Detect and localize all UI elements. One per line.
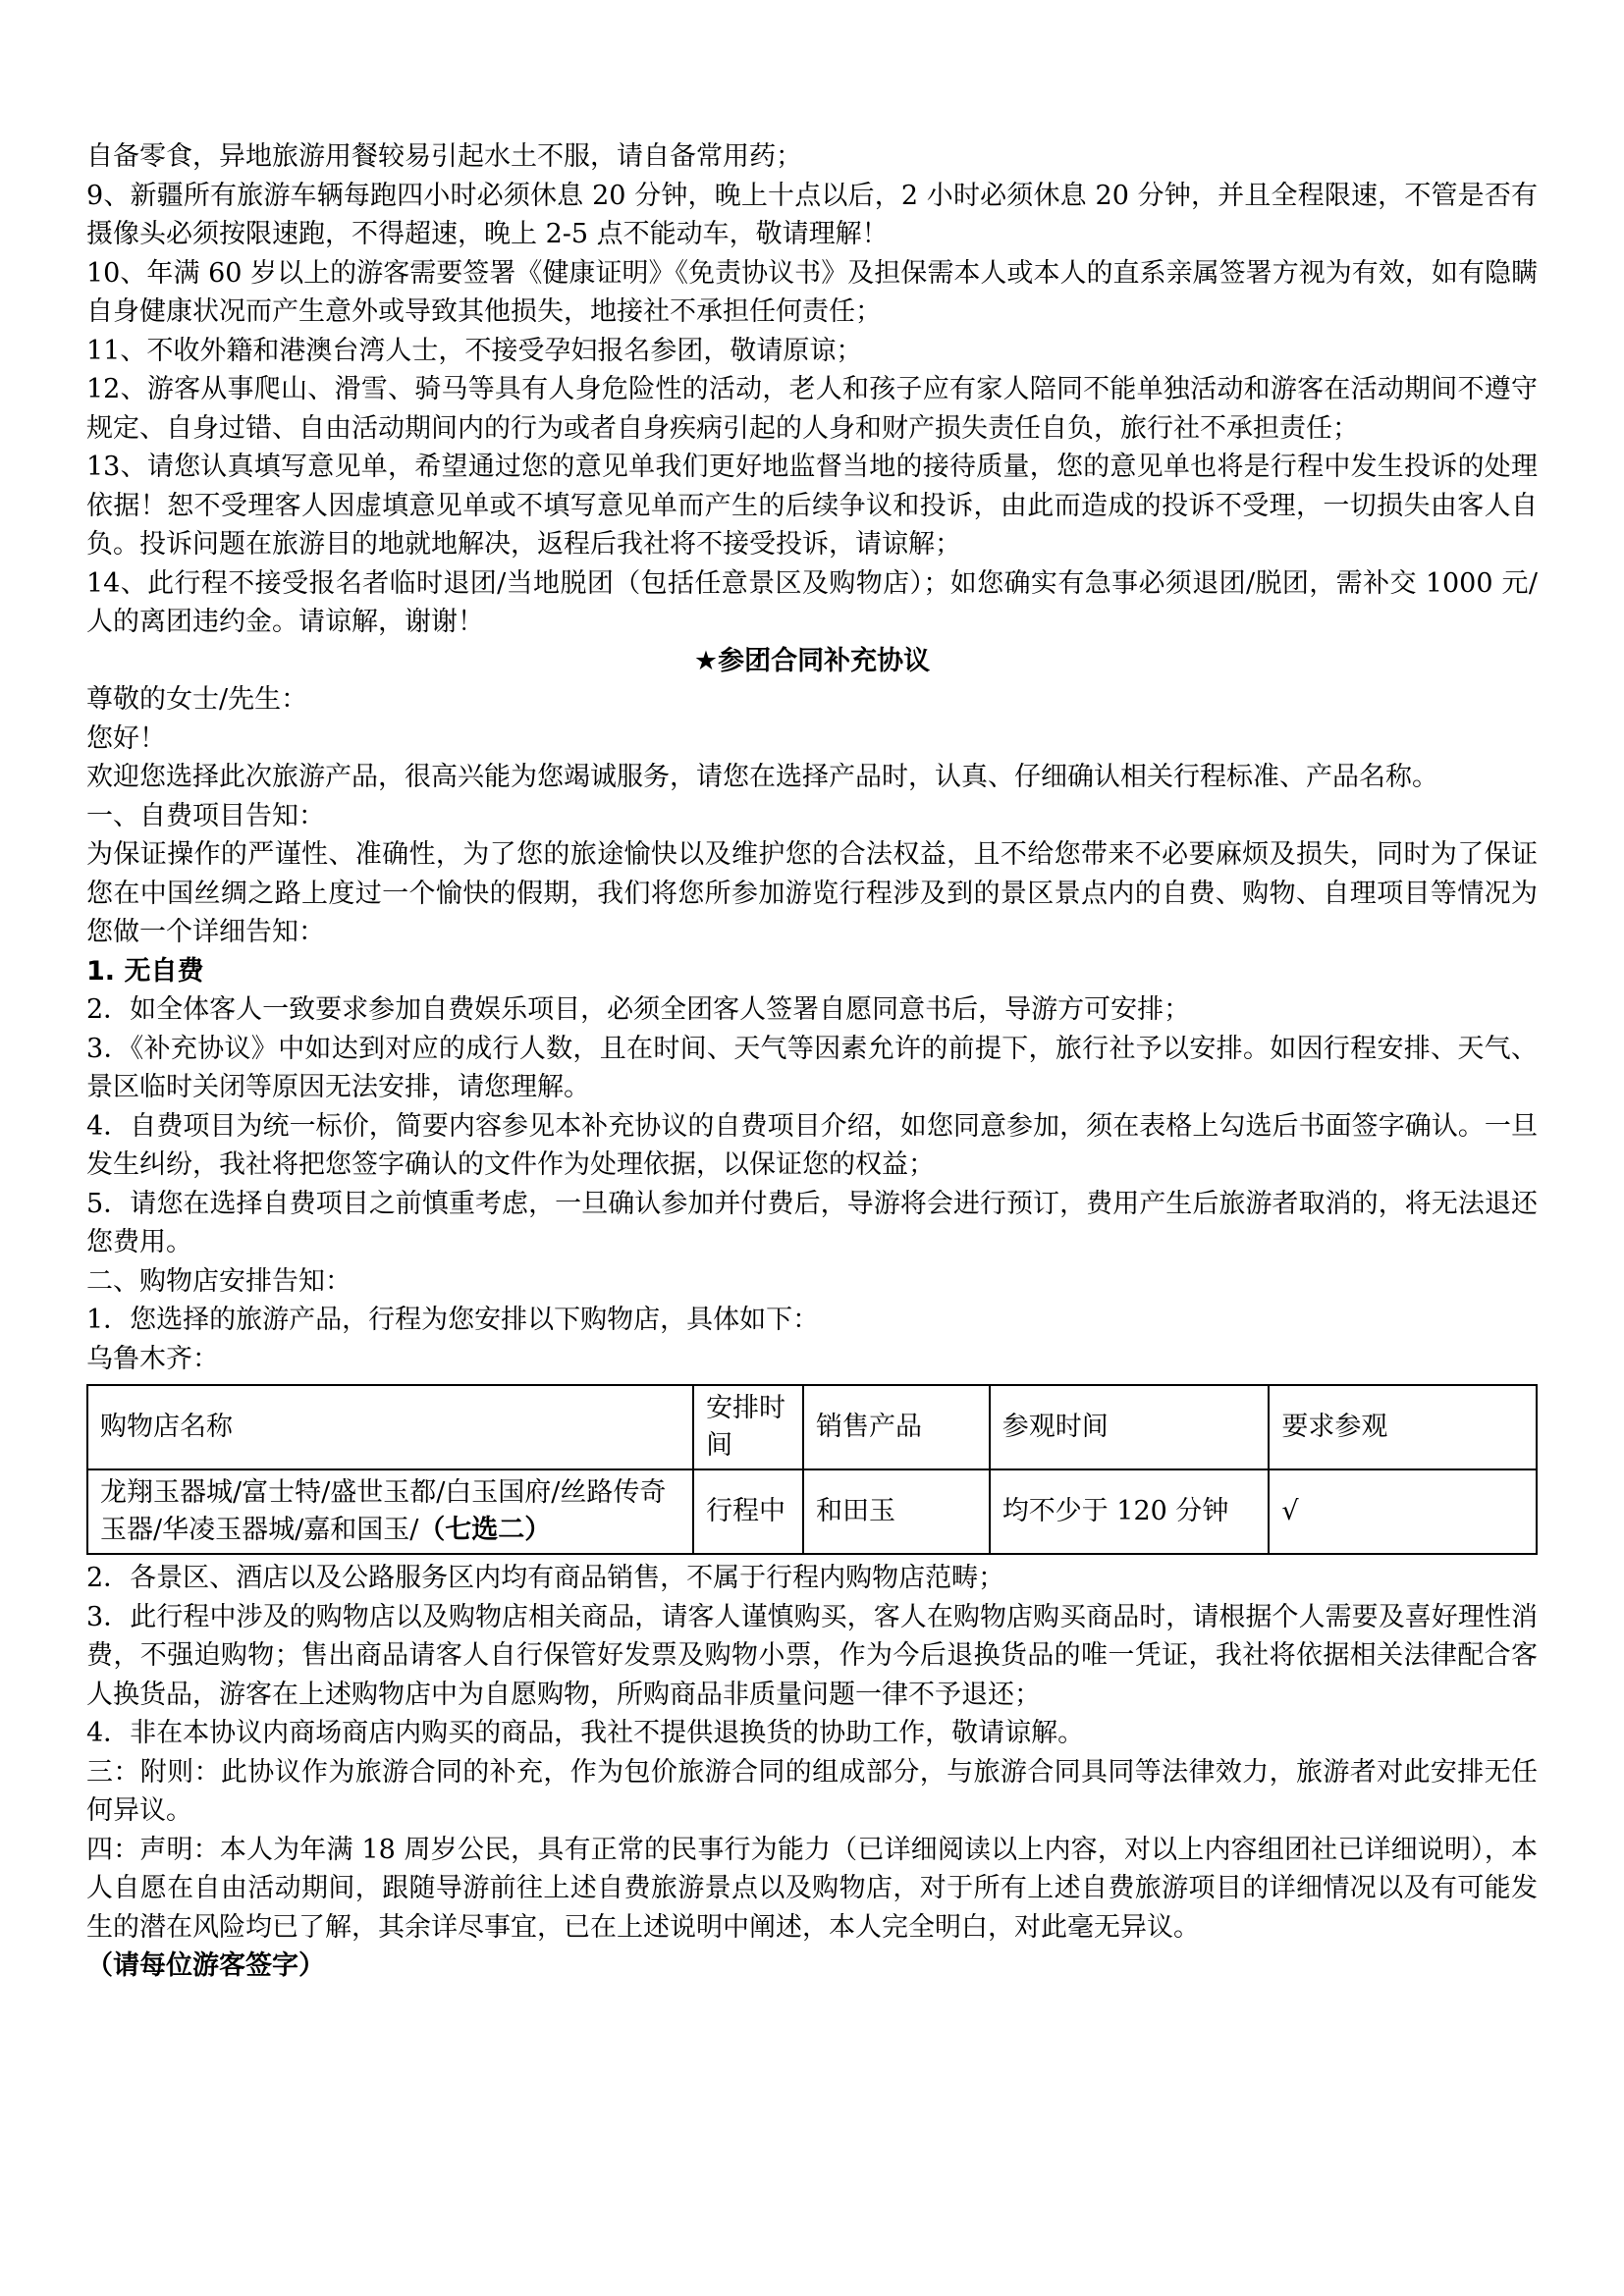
shopping-item-2: 2．各景区、酒店以及公路服务区内均有商品销售，不属于行程内购物店范畴；	[86, 1563, 1005, 1593]
cell-visit-time: 均不少于 120 分钟	[990, 1469, 1270, 1554]
greeting: 尊敬的女士/先生：	[86, 684, 308, 715]
shopping-table	[86, 1384, 1538, 1555]
self-paid-item-5: 5．请您在选择自费项目之前慎重考虑，一旦确认参加并付费后，导游将会进行预订，费用产生后旅游者取消的，将无法退还您费用。	[86, 1188, 1538, 1257]
header-schedule: 安排时间	[693, 1385, 803, 1469]
signature-note: （请每位游客签字）	[86, 1950, 325, 1981]
cell-required: √	[1269, 1469, 1537, 1554]
self-paid-item-2: 2．如全体客人一致要求参加自费娱乐项目，必须全团客人签署自愿同意书后，导游方可安排；	[86, 994, 1191, 1025]
shopping-item-4: 4．非在本协议内商场商店内购买的商品，我社不提供退换货的协助工作，敬请谅解。	[86, 1718, 1085, 1748]
self-paid-intro: 为保证操作的严谨性、准确性，为了您的旅途愉快以及维护您的合法权益，且不给您带来不必要麻烦及损失，同时为了保证您在中国丝绸之路上度过一个愉快的假期，我们将您所参加游览行程涉及到的景区景点内的自费、购物、自理项目等情况为您做一个详细告知：	[86, 839, 1538, 947]
header-product: 销售产品	[803, 1385, 990, 1469]
self-paid-heading: 一、自费项目告知：	[86, 800, 325, 831]
self-paid-item-4: 4．自费项目为统一标价，简要内容参见本补充协议的自费项目介绍，如您同意参加，须在表格上勾选后书面签字确认。一旦发生纠纷，我社将把您签字确认的文件作为处理依据，以保证您的权益；	[86, 1110, 1538, 1180]
hello: 您好！	[86, 722, 166, 754]
paragraph-rule-12: 12、游客从事爬山、滑雪、骑马等具有人身危险性的活动，老人和孩子应有家人陪同不能单独活动和游客在活动期间不遵守规定、自身过错、自由活动期间内的行为或者自身疾病引起的人身和财产损失责任自负，旅行社不承担责任；	[86, 374, 1538, 444]
header-visit-time: 参观时间	[990, 1385, 1270, 1469]
appendix: 三：附则：此协议作为旅游合同的补充，作为包价旅游合同的组成部分，与旅游合同具同等法律效力，旅游者对此安排无任何异议。	[86, 1756, 1538, 1826]
paragraph-rule-10: 10、年满 60 岁以上的游客需要签署《健康证明》《免责协议书》及担保需本人或本人的直系亲属签署方视为有效，如有隐瞒自身健康状况而产生意外或导致其他损失，地接社不承担任何责任；	[86, 257, 1538, 327]
header-required: 要求参观	[1269, 1385, 1537, 1469]
no-self-paid: 1. 无自费	[86, 955, 204, 987]
shop-names: 龙翔玉器城/富士特/盛世玉都/白玉国府/丝路传奇玉器/华凌玉器城/嘉和国玉/	[100, 1477, 667, 1545]
city-label: 乌鲁木齐：	[86, 1343, 219, 1374]
statement: 四：声明：本人为年满 18 周岁公民，具有正常的民事行为能力（已详细阅读以上内容，对以上内容组团社已详细说明），本人自愿在自由活动期间，跟随导游前往上述自费旅游景点以及购物店，对于所有上述自费旅游项目的详细情况以及有可能发生的潜在风险均已了解，其余详尽事宜，已在上述说明中阐述，本人完全明白，对此毫无异议。	[86, 1834, 1538, 1943]
shopping-intro: 1．您选择的旅游产品，行程为您安排以下购物店，具体如下：	[86, 1305, 820, 1335]
cell-shop-name	[87, 1469, 693, 1554]
cell-schedule: 行程中	[693, 1469, 803, 1554]
section-title: ★参团合同补充协议	[693, 645, 931, 676]
paragraph-snacks: 自备零食，异地旅游用餐较易引起水土不服，请自备常用药；	[86, 141, 802, 172]
self-paid-item-3: 3．《补充协议》中如达到对应的成行人数，且在时间、天气等因素允许的前提下，旅行社予以安排。如因行程安排、天气、景区临时关闭等原因无法安排，请您理解。	[86, 1033, 1538, 1102]
table-row	[87, 1469, 1537, 1554]
table-header-row	[87, 1385, 1537, 1469]
paragraph-rule-13: 13、请您认真填写意见单，希望通过您的意见单我们更好地监督当地的接待质量，您的意见单也将是行程中发生投诉的处理依据！恕不受理客人因虚填意见单或不填写意见单而产生的后续争议和投诉，由此而造成的投诉不受理，一切损失由客人自负。投诉问题在旅游目的地就地解决，返程后我社将不接受投诉，请谅解；	[86, 452, 1538, 560]
paragraph-rule-14: 14、此行程不接受报名者临时退团/当地脱团（包括任意景区及购物店）；如您确实有急事必须退团/脱团，需补交 1000 元/人的离团违约金。请谅解，谢谢！	[86, 567, 1538, 637]
shopping-item-3: 3．此行程中涉及的购物店以及购物店相关商品，请客人谨慎购买，客人在购物店购买商品时，请根据个人需要及喜好理性消费，不强迫购物；售出商品请客人自行保管好发票及购物小票，作为今后退换货品的唯一凭证，我社将依据相关法律配合客人换货品，游客在上述购物店中为自愿购物，所购商品非质量问题一律不予退还；	[86, 1601, 1538, 1710]
paragraph-rule-9: 9、新疆所有旅游车辆每跑四小时必须休息 20 分钟，晚上十点以后，2 小时必须休息 20 分钟，并且全程限速，不管是否有摄像头必须按限速跑，不得超速，晚上 2-5 点不能动车，敬请理解！	[86, 180, 1538, 249]
welcome-text: 欢迎您选择此次旅游产品，很高兴能为您竭诚服务，请您在选择产品时，认真、仔细确认相关行程标准、产品名称。	[86, 762, 1438, 792]
cell-product: 和田玉	[803, 1469, 990, 1554]
paragraph-rule-11: 11、不收外籍和港澳台湾人士，不接受孕妇报名参团，敬请原谅；	[86, 335, 863, 366]
shopping-heading: 二、购物店安排告知：	[86, 1265, 352, 1297]
shop-choice-note: （七选二）	[418, 1515, 552, 1545]
document-page	[86, 137, 1538, 1986]
header-shop-name: 购物店名称	[87, 1385, 693, 1469]
